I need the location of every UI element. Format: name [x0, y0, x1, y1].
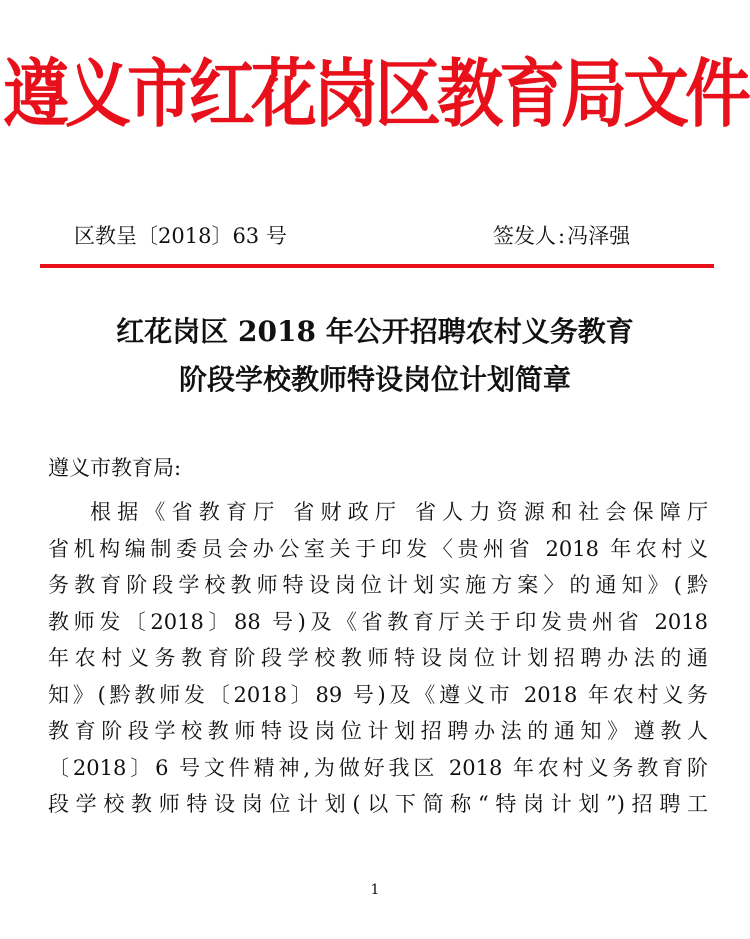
- signer-name: 冯泽强: [567, 224, 631, 248]
- body-line: 省机构编制委员会办公室关于印发〈贵州省 2018 年农村义: [48, 536, 708, 561]
- body-line: 教师发〔2018〕88 号)及《省教育厅关于印发贵州省 2018: [48, 609, 708, 634]
- body-line: 知》(黔教师发〔2018〕89 号)及《遵义市 2018 年农村义务: [48, 682, 708, 707]
- page-number: 1: [370, 882, 380, 898]
- document-title: [0, 308, 750, 404]
- document-number: 区教呈〔2018〕63 号: [74, 224, 287, 248]
- body-line: 根据《省教育厅 省财政厅 省人力资源和社会保障厅: [90, 500, 708, 524]
- document-masthead: 遵义市红花岗区教育局文件: [3, 51, 747, 138]
- body-line: 务教育阶段学校教师特设岗位计划实施方案〉的通知》(黔: [48, 573, 708, 597]
- title-line-1: 红花岗区 2018 年公开招聘农村义务教育: [116, 315, 634, 348]
- signer-separator: :: [558, 224, 566, 248]
- body-line: 教育阶段学校教师特设岗位计划招聘办法的通知》遵教人: [48, 719, 708, 743]
- body-paragraph: [48, 494, 708, 823]
- body-line: 年农村义务教育阶段学校教师特设岗位计划招聘办法的通: [48, 646, 708, 670]
- signer-label: 签发人: [493, 224, 556, 248]
- red-divider-line: [40, 264, 714, 268]
- addressee: 遵义市教育局:: [48, 456, 182, 480]
- signer-block: [493, 218, 630, 254]
- body-line: 段学校教师特设岗位计划(以下简称“特岗计划”)招聘工: [48, 792, 708, 816]
- document-info-line: [0, 218, 750, 254]
- body-line: 〔2018〕6 号文件精神,为做好我区 2018 年农村义务教育阶: [48, 755, 708, 780]
- title-line-2: 阶段学校教师特设岗位计划简章: [178, 363, 571, 396]
